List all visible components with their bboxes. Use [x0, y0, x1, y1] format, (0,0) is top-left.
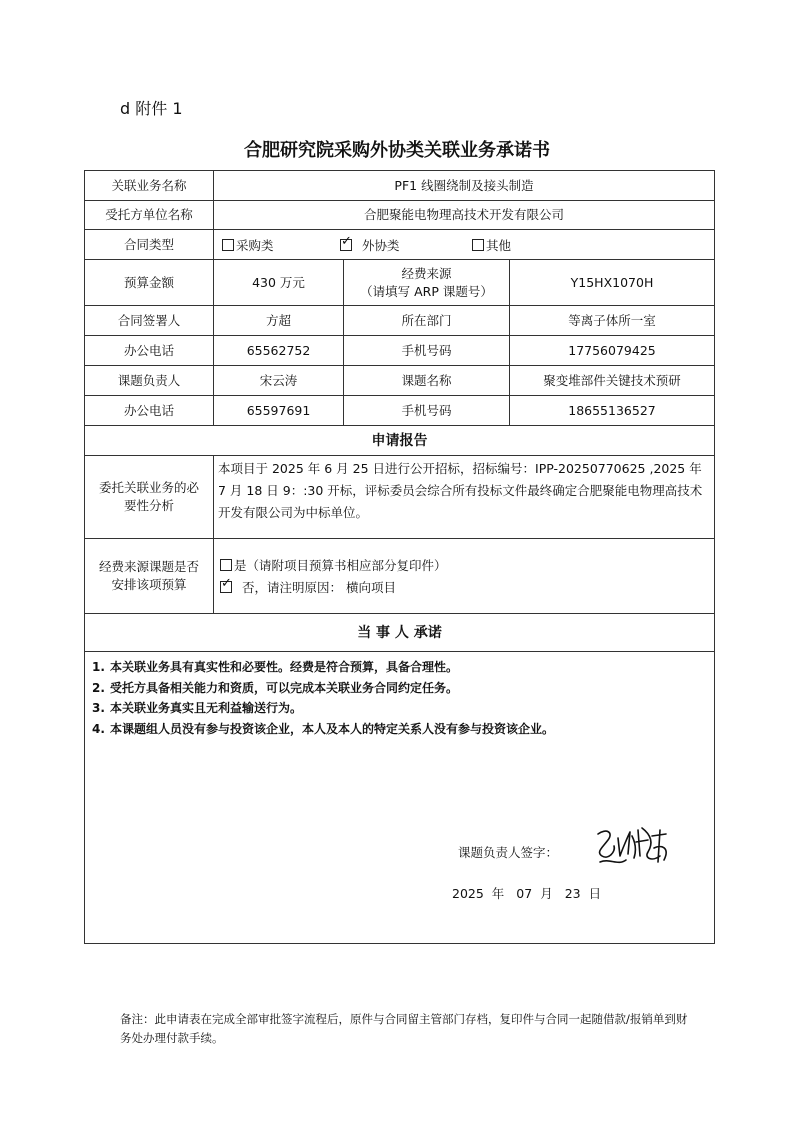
office-phone-value-2: 65597691: [246, 402, 311, 418]
fund-source-label-line1: 经费来源: [401, 265, 452, 281]
business-name-value: PF1 线圈绕制及接头制造: [394, 177, 534, 193]
contract-type-option-purchase[interactable]: [222, 230, 274, 259]
option-outsourcing-label: 外协类: [362, 237, 400, 253]
handwritten-signature: [592, 822, 676, 870]
option-yes-label: 是（请附项目预算书相应部分复印件）: [234, 558, 447, 573]
date-month-unit: 月: [540, 886, 553, 901]
contract-type-label: 合同类型: [123, 236, 174, 252]
col-divider: [213, 455, 214, 613]
office-phone-label-2: 办公电话: [123, 402, 174, 418]
commitment-item: [92, 657, 702, 678]
item-number: 1.: [92, 660, 105, 674]
checkbox-no-checked[interactable]: [220, 581, 232, 593]
date-year: 2025: [452, 886, 484, 901]
necessity-label-line2: 要性分析: [123, 498, 174, 513]
signer-label: 合同签署人: [117, 312, 181, 328]
fund-source-label-line2: （请填写 ARP 课题号）: [360, 283, 493, 299]
department-label: 所在部门: [401, 312, 452, 328]
option-purchase-label: 采购类: [236, 237, 274, 253]
budget-label: 预算金额: [123, 274, 174, 290]
office-phone-value: 65562752: [246, 342, 311, 358]
checkbox-purchase[interactable]: [222, 239, 234, 251]
item-text: 本关联业务真实且无利益输送行为。: [110, 701, 303, 715]
budget-value: 430 万元: [252, 274, 305, 290]
mobile-label: 手机号码: [401, 342, 452, 358]
checkbox-yes[interactable]: [220, 559, 232, 571]
item-number: 2.: [92, 680, 105, 695]
signer-value: 方超: [265, 312, 291, 328]
footer-note: 备注：此申请表在完成全部审批签字流程后，原件与合同留主管部门存档，复印件与合同一起随借款/报销单到财务处办理付款手续。: [120, 1012, 688, 1045]
necessity-label: [85, 456, 213, 538]
option-other-label: 其他: [486, 237, 512, 253]
date-day-unit: 日: [588, 886, 602, 901]
attachment-label: d 附件 1: [120, 99, 183, 118]
budget-arranged-label-line2: 安排该项预算: [111, 577, 187, 592]
budget-arranged-label: [85, 539, 213, 613]
trustee-value: 合肥聚能电物理高技术开发有限公司: [363, 207, 564, 222]
project-name-label: 课题名称: [401, 372, 452, 388]
report-heading: 申请报告: [371, 432, 428, 449]
item-number: 4.: [92, 721, 105, 736]
commitment-heading: 当 事 人 承诺: [357, 624, 442, 641]
project-leader-value: 宋云涛: [259, 372, 298, 388]
project-leader-label: 课题负责人: [117, 372, 181, 388]
mobile-value-2: 18655136527: [568, 402, 656, 418]
item-text: 受托方具备相关能力和资质，可以完成本关联业务合同约定任务。: [110, 680, 459, 695]
mobile-label-2: 手机号码: [401, 402, 452, 418]
signature-date: [452, 884, 605, 902]
trustee-label: 受托方单位名称: [105, 207, 193, 222]
form-title: 合肥研究院采购外协类关联业务承诺书: [244, 140, 550, 161]
date-month: 07: [516, 886, 533, 901]
checkbox-other[interactable]: [472, 239, 484, 251]
budget-option-no[interactable]: [220, 578, 396, 596]
contract-type-option-outsourcing[interactable]: [340, 230, 400, 259]
option-no-label: 否，请注明原因： 横向项目: [242, 580, 396, 595]
fund-source-label: [344, 260, 509, 305]
fund-source-value: Y15HX1070H: [570, 274, 654, 290]
item-text: 本课题组人员没有参与投资该企业，本人及本人的特定关系人没有参与投资该企业。: [110, 721, 555, 736]
budget-option-yes[interactable]: [220, 556, 447, 574]
contract-type-option-other[interactable]: [472, 230, 511, 259]
checkbox-outsourcing-checked[interactable]: [340, 239, 352, 251]
necessity-text: 本项目于 2025 年 6 月 25 日进行公开招标，招标编号：IPP-20250770625 ,2025 年 7 月 18 日 9：:30 开标，评标委员会综合所有投标文件最终确定合肥聚能电物理高技术开发有限公司为中标单位。: [218, 461, 703, 520]
commitment-item: [92, 698, 702, 719]
commitment-list: [92, 657, 702, 739]
necessity-label-line1: 委托关联业务的必: [98, 480, 199, 495]
commitment-item: [92, 719, 702, 740]
item-number: 3.: [92, 701, 105, 715]
date-day: 23: [564, 886, 581, 901]
signature-label: 课题负责人签字：: [458, 845, 559, 860]
mobile-value: 17756079425: [568, 342, 656, 358]
project-name-value: 聚变堆部件关键技术预研: [543, 372, 681, 388]
item-text: 本关联业务具有真实性和必要性。经费是符合预算，具备合理性。: [110, 660, 459, 674]
office-phone-label: 办公电话: [123, 342, 174, 358]
row-divider: [84, 651, 715, 652]
date-year-unit: 年: [491, 886, 505, 901]
business-name-label: 关联业务名称: [111, 177, 187, 193]
department-value: 等离子体所一室: [568, 312, 656, 328]
commitment-item: [92, 678, 702, 699]
budget-arranged-label-line1: 经费来源课题是否: [98, 559, 199, 574]
